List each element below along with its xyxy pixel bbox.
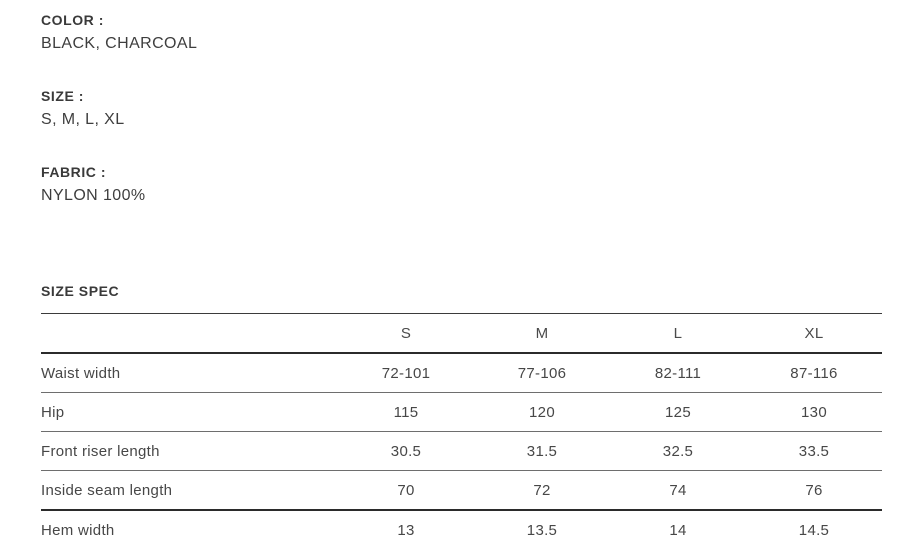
spec-cell: 33.5 bbox=[746, 432, 882, 471]
spec-cell: 82-111 bbox=[610, 353, 746, 393]
spec-cell: 14.5 bbox=[798, 521, 830, 539]
spec-row-label: Front riser length bbox=[41, 432, 338, 471]
spec-row-front-riser-length bbox=[41, 432, 882, 471]
spec-row-label: Inside seam length bbox=[41, 471, 338, 511]
size-label: SIZE : bbox=[41, 88, 85, 104]
spec-header-empty-cell bbox=[41, 314, 338, 354]
spec-cell: 72 bbox=[474, 471, 610, 511]
spec-cell: 125 bbox=[610, 393, 746, 432]
spec-cell: 30.5 bbox=[338, 432, 474, 471]
spec-row-label: Hip bbox=[41, 393, 338, 432]
spec-row-hip bbox=[41, 393, 882, 432]
size-spec-table bbox=[41, 313, 882, 546]
spec-cell: 70 bbox=[338, 471, 474, 511]
spec-cell: 77-106 bbox=[474, 353, 610, 393]
spec-cell: 115 bbox=[338, 393, 474, 432]
size-spec-heading: SIZE SPEC bbox=[41, 283, 120, 299]
spec-cell: 87-116 bbox=[746, 353, 882, 393]
color-info-block bbox=[41, 8, 882, 56]
spec-col-header-xl: XL bbox=[746, 314, 882, 354]
spec-row-label: Waist width bbox=[41, 353, 338, 393]
fabric-value: NYLON 100% bbox=[41, 187, 146, 204]
spec-cell: 72-101 bbox=[338, 353, 474, 393]
spec-header-row bbox=[41, 314, 882, 354]
size-value: S, M, L, XL bbox=[41, 111, 125, 128]
spec-row-hem-width bbox=[41, 510, 882, 546]
spec-cell: 76 bbox=[746, 471, 882, 511]
spec-cell: 14 bbox=[669, 521, 687, 539]
spec-cell: 32.5 bbox=[610, 432, 746, 471]
spec-row-waist-width bbox=[41, 353, 882, 393]
spec-row-label: Hem width bbox=[41, 521, 115, 539]
spec-cell: 31.5 bbox=[474, 432, 610, 471]
spec-col-header-m: M bbox=[474, 314, 610, 354]
spec-cell: 13 bbox=[397, 521, 415, 539]
color-label: COLOR : bbox=[41, 12, 105, 28]
spec-cell: 130 bbox=[746, 393, 882, 432]
spec-col-header-s: S bbox=[338, 314, 474, 354]
spec-cell: 120 bbox=[474, 393, 610, 432]
spec-cell: 74 bbox=[610, 471, 746, 511]
spec-row-inside-seam-length bbox=[41, 471, 882, 511]
spec-cell: 13.5 bbox=[526, 521, 558, 539]
fabric-info-block bbox=[41, 160, 882, 208]
size-info-block bbox=[41, 84, 882, 132]
color-value: BLACK, CHARCOAL bbox=[41, 35, 198, 52]
fabric-label: FABRIC : bbox=[41, 164, 107, 180]
spec-col-header-l: L bbox=[610, 314, 746, 354]
